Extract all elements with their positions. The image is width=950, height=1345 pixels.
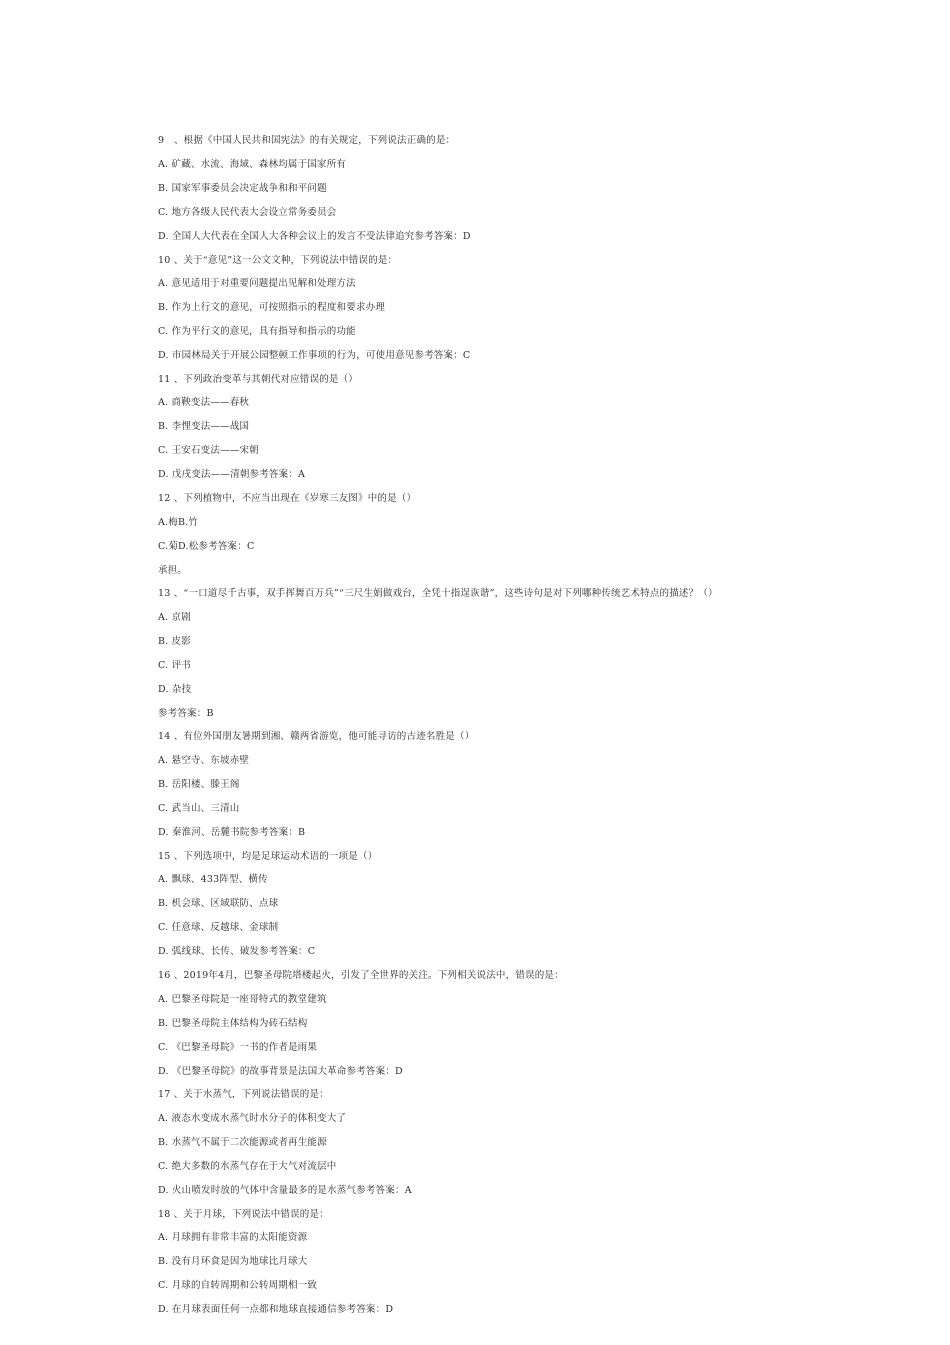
question-10-option-a: A. 意见适用于对重要问题提出见解和处理方法 xyxy=(158,278,356,289)
question-18-stem: 18 、关于月球，下列说法中错误的是： xyxy=(158,1209,329,1220)
question-14-option-a: A. 悬空寺、东坡赤壁 xyxy=(158,755,250,766)
question-14-option-b: B. 岳阳楼、滕王阁 xyxy=(158,779,240,790)
question-11-option-c: C. 王安石变法——宋朝 xyxy=(158,445,259,456)
question-14-option-d-answer: D. 秦淮河、岳麓书院参考答案：B xyxy=(158,827,306,838)
question-11-stem: 11 、下列政治变革与其朝代对应错误的是（） xyxy=(158,374,359,385)
question-16-option-c: C. 《巴黎圣母院》一书的作者是雨果 xyxy=(158,1042,318,1053)
question-10-stem: 10 、关于“意见”这一公文文种，下列说法中错误的是： xyxy=(158,255,398,266)
question-13-stem: 13 、“一口道尽千古事，双手挥舞百万兵”“三尺生娟做戏台，全凭十指逞诙谐”，这些诗句是对下列哪种传统艺术特点的描述？（） xyxy=(158,588,718,599)
question-17-option-b: B. 水蒸气不属于二次能源或者再生能源 xyxy=(158,1137,327,1148)
question-17-option-c: C. 绝大多数的水蒸气存在于大气对流层中 xyxy=(158,1161,337,1172)
question-17-stem: 17 、关于水蒸气，下列说法错误的是： xyxy=(158,1089,329,1100)
question-17-option-d-answer: D. 火山喷发时放的气体中含量最多的是水蒸气参考答案：A xyxy=(158,1185,412,1196)
question-11-option-d-answer: D. 戊戌变法——清朝参考答案：A xyxy=(158,469,306,480)
question-17-option-a: A. 液态水变成水蒸气时水分子的体积变大了 xyxy=(158,1113,347,1124)
question-18-option-b: B. 没有月环食是因为地球比月球大 xyxy=(158,1256,308,1267)
question-10-option-d-answer: D. 市园林局关于开展公园整顿工作事项的行为，可使用意见参考答案：C xyxy=(158,350,471,361)
question-16-option-a: A. 巴黎圣母院是一座哥特式的教堂建筑 xyxy=(158,994,327,1005)
question-9-option-d-answer: D. 全国人大代表在全国人大各种会议上的发言不受法律追究参考答案：D xyxy=(158,231,471,242)
question-16-option-d-answer: D. 《巴黎圣母院》的故事背景是法国大革命参考答案：D xyxy=(158,1066,403,1077)
question-10-option-c: C. 作为平行文的意见，具有指导和指示的功能 xyxy=(158,326,356,337)
question-18-option-c: C. 月球的自转周期和公转周期相一致 xyxy=(158,1280,318,1291)
question-15-option-b: B. 机会球、区域联防、点球 xyxy=(158,898,279,909)
question-15-option-a: A. 飘球、433阵型、横传 xyxy=(158,874,268,885)
question-16-stem: 16 、2019年4月，巴黎圣母院塔楼起火，引发了全世界的关注。下列相关说法中，错误的是： xyxy=(158,970,564,981)
question-14-option-c: C. 武当山、三清山 xyxy=(158,803,240,814)
question-13-option-c: C. 评书 xyxy=(158,660,191,671)
question-13-option-d: D. 杂技 xyxy=(158,684,192,695)
question-12-options-ab: A.梅B.竹 xyxy=(158,517,199,528)
question-11-option-a: A. 商鞅变法——春秋 xyxy=(158,397,250,408)
question-15-option-c: C. 任意球、反越球、金球制 xyxy=(158,922,279,933)
question-11-option-b: B. 李悝变法——战国 xyxy=(158,421,250,432)
question-15-stem: 15 、下列选项中，均是足球运动术语的一项是（） xyxy=(158,851,378,862)
question-18-option-a: A. 月球拥有非常丰富的太阳能资源 xyxy=(158,1232,308,1243)
question-9-stem: 9 、根据《中国人民共和国宪法》的有关规定，下列说法正确的是： xyxy=(158,135,456,146)
question-12-options-cd-answer: C.菊D.松参考答案：C xyxy=(158,541,255,552)
question-16-option-b: B. 巴黎圣母院主体结构为砖石结构 xyxy=(158,1018,308,1029)
question-10-option-b: B. 作为上行文的意见，可按照指示的程度和要求办理 xyxy=(158,302,386,313)
stray-text: 承担。 xyxy=(158,565,188,576)
question-12-stem: 12 、下列植物中，不应当出现在《岁寒三友图》中的是（） xyxy=(158,493,417,504)
question-13-option-a: A. 京剧 xyxy=(158,612,191,623)
question-13-answer: 参考答案：B xyxy=(158,708,214,719)
question-9-option-c: C. 地方各级人民代表大会设立常务委员会 xyxy=(158,207,337,218)
question-18-option-d-answer: D. 在月球表面任何一点都和地球直接通信参考答案：D xyxy=(158,1304,394,1315)
question-9-option-a: A. 矿藏、水流、海域、森林均属于国家所有 xyxy=(158,159,347,170)
question-15-option-d-answer: D. 弧线球、长传、破发参考答案：C xyxy=(158,946,316,957)
question-13-option-b: B. 皮影 xyxy=(158,636,192,647)
question-9-option-b: B. 国家军事委员会决定战争和和平问题 xyxy=(158,183,327,194)
question-14-stem: 14 、有位外国朋友暑期到湘、赣两省游览，他可能寻访的古迹名胜是（） xyxy=(158,731,475,742)
